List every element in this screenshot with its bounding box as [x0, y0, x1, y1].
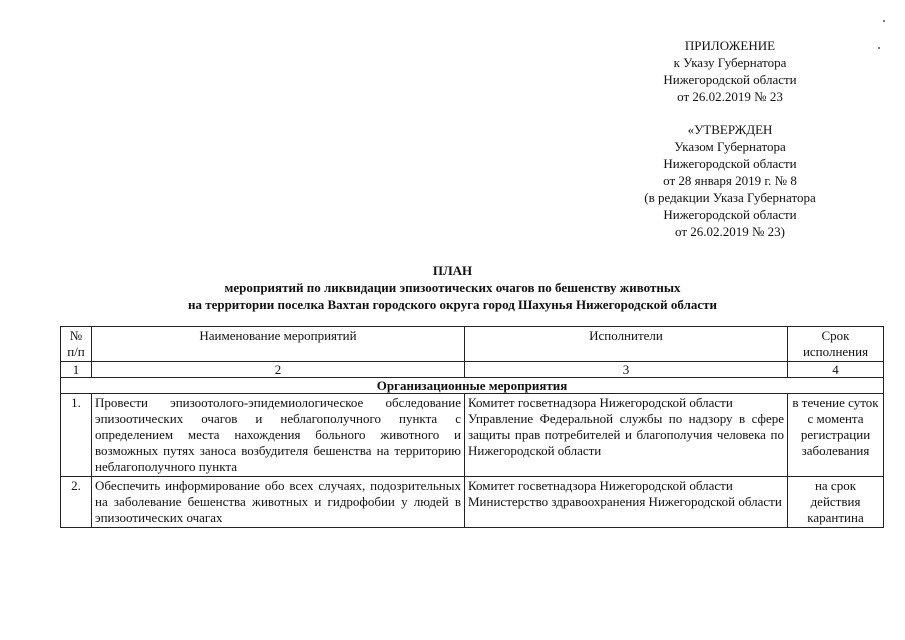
scan-speck	[878, 47, 880, 49]
approved-line: Указом Губернатора	[674, 139, 786, 154]
appendix-line: ПРИЛОЖЕНИЕ	[684, 38, 776, 53]
executor-line: Комитет госветнадзора Нижегородской области	[468, 478, 733, 493]
approved-line: «УТВЕРЖДЕН	[687, 122, 773, 137]
approved-line: Нижегородской области	[663, 207, 797, 222]
header-num-line: №	[69, 328, 83, 343]
column-number: 3	[465, 362, 788, 378]
row-executors	[465, 477, 788, 528]
row-executors	[465, 394, 788, 477]
row-name: Обеспечить информирование обо всех случаях, подозрительных на заболевание бешенства животных и гидрофобии у людей в эпизоотических очагах	[92, 477, 465, 528]
plan-table	[60, 326, 884, 528]
table-row	[61, 477, 884, 528]
approved-line: от 26.02.2019 № 23)	[675, 224, 785, 239]
approved-line: от 28 января 2019 г. № 8	[663, 173, 797, 188]
column-number: 2	[92, 362, 465, 378]
plan-title: ПЛАН	[432, 263, 473, 278]
plan-subtitle: на территории поселка Вахтан городского округа город Шахунья Нижегородской области	[187, 297, 718, 312]
row-num: 2.	[61, 477, 92, 528]
row-term: в течение суток с момента регистрации заболевания	[788, 394, 884, 477]
header-num	[61, 327, 92, 362]
appendix-block	[600, 37, 860, 105]
section-row	[61, 378, 884, 394]
header-name: Наименование мероприятий	[92, 327, 465, 362]
column-number: 4	[788, 362, 884, 378]
header-term	[788, 327, 884, 362]
table-row	[61, 394, 884, 477]
column-number-row	[61, 362, 884, 378]
appendix-line: Нижегородской области	[663, 72, 797, 87]
row-term: на срок действия карантина	[788, 477, 884, 528]
plan-title-block	[0, 262, 905, 313]
row-name: Провести эпизоотолого-эпидемиологическое обследование эпизоотических очагов и неблагополучного пункта с определением места нахождения больного животного и возможных путях заноса возбудителя бешенства на территорию неблагополучного пункта	[92, 394, 465, 477]
row-num: 1.	[61, 394, 92, 477]
header-executors: Исполнители	[465, 327, 788, 362]
approved-block	[600, 121, 860, 240]
section-title: Организационные мероприятия	[61, 378, 884, 394]
appendix-line: от 26.02.2019 № 23	[677, 89, 783, 104]
table-header-row	[61, 327, 884, 362]
header-term-line: исполнения	[802, 344, 869, 359]
column-number: 1	[61, 362, 92, 378]
document-header	[600, 37, 860, 240]
executor-line: Комитет госветнадзора Нижегородской области	[468, 395, 733, 410]
header-term-line: Срок	[821, 328, 850, 343]
executor-line: Министерство здравоохранения Нижегородской области	[468, 494, 782, 509]
approved-line: (в редакции Указа Губернатора	[644, 190, 816, 205]
executor-line: Управление Федеральной службы по надзору в сфере защиты прав потребителей и благополучия человека по Нижегородской области	[468, 411, 784, 458]
approved-line: Нижегородской области	[663, 156, 797, 171]
plan-subtitle: мероприятий по ликвидации эпизоотических очагов по бешенству животных	[224, 280, 681, 295]
header-num-line: п/п	[67, 344, 85, 359]
appendix-line: к Указу Губернатора	[673, 55, 787, 70]
scan-speck	[883, 20, 885, 22]
